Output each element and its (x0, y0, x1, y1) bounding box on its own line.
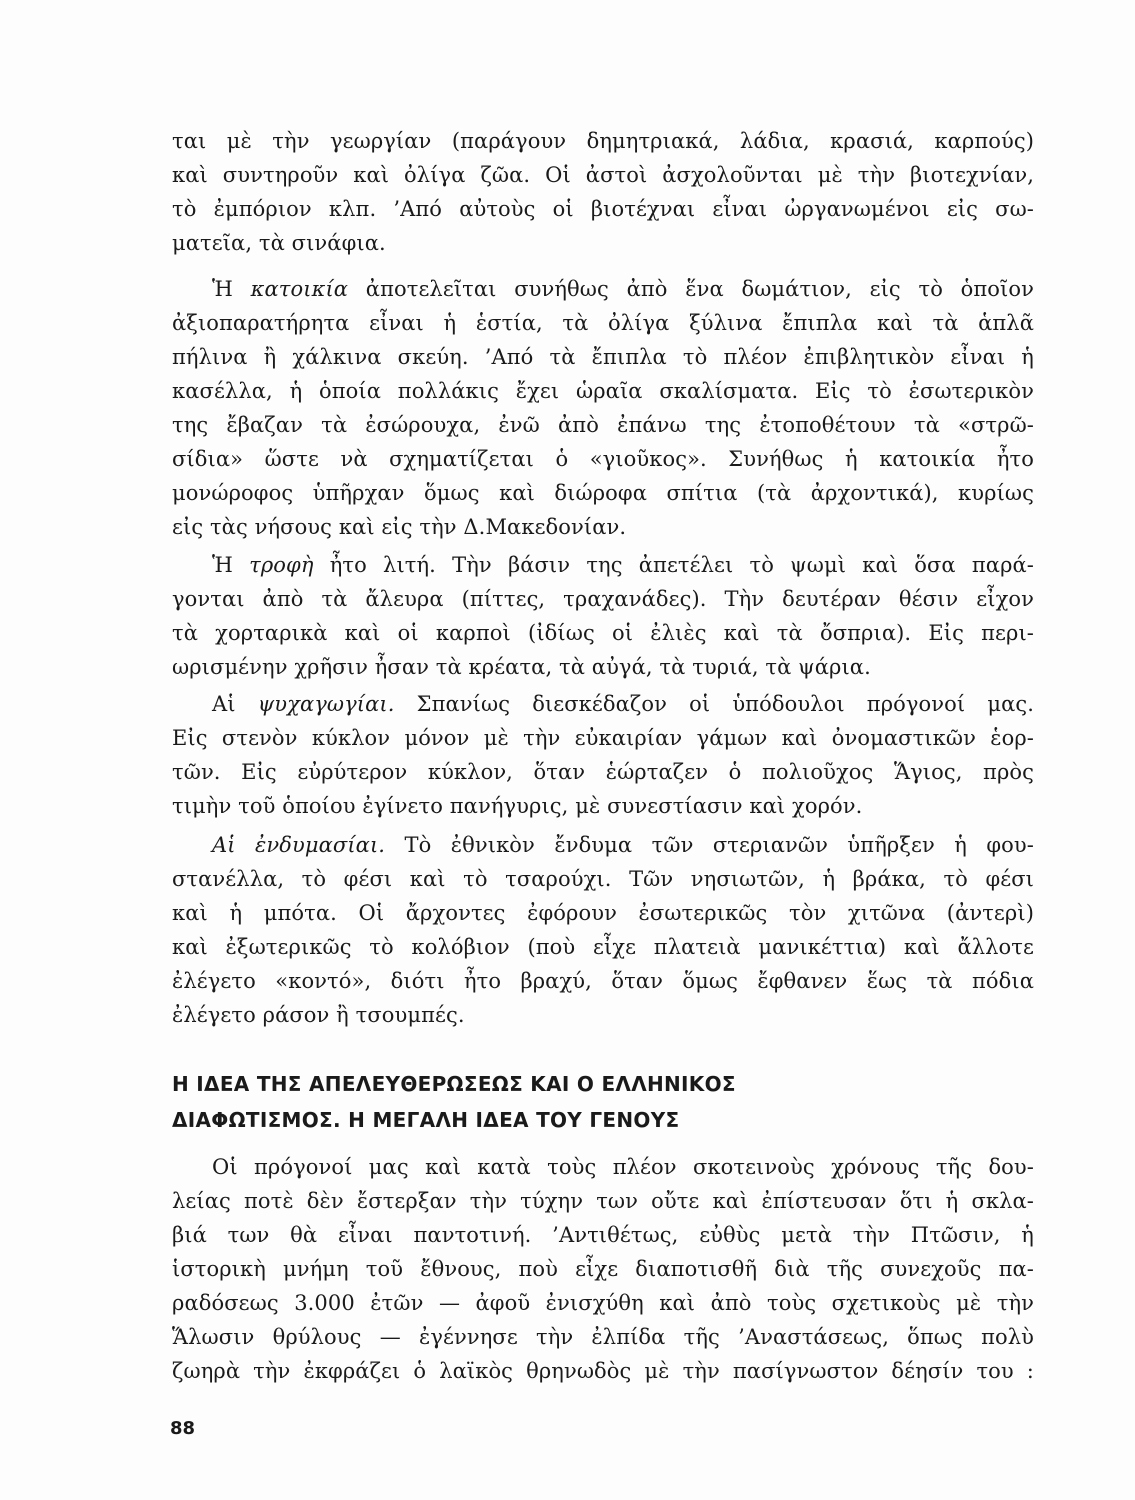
paragraph-katoikia (172, 272, 1034, 544)
text-line (172, 687, 1034, 721)
text-line: ραδόσεως 3.000 ἐτῶν — ἀφοῦ ἐνισχύθη καὶ ἀπὸ τοὺς σχετικοὺς μὲ τὴν (172, 1291, 1034, 1315)
paragraph-trofi (172, 548, 1034, 684)
paragraph-endymasiai (172, 828, 1034, 1032)
text-line: ματεῖα, τὰ σινάφια. (172, 231, 386, 255)
text-line: εἰς τὰς νήσους καὶ εἰς τὴν Δ.Μακεδονίαν. (172, 515, 627, 539)
text-line: Οἱ πρόγονοί μας καὶ κατὰ τοὺς πλέον σκοτεινοὺς χρόνους τῆς δου- (212, 1155, 1034, 1179)
text-line: βιά των θὰ εἶναι παντοτινή. ’Αντιθέτως, εὐθὺς μετὰ τὴν Πτῶσιν, ἡ (172, 1223, 1034, 1247)
text-line: ἀξιοπαρατήρητα εἶναι ἡ ἑστία, τὰ ὀλίγα ξύλινα ἔπιπλα καὶ τὰ ἁπλᾶ (172, 311, 1034, 335)
paragraph-psychagogiai (172, 687, 1034, 823)
text-line: πήλινα ἢ χάλκινα σκεύη. ’Από τὰ ἔπιπλα τὸ πλέον ἐπιβλητικὸν εἶναι ἡ (172, 345, 1034, 369)
text-line: τὸ ἐμπόριον κλπ. ’Από αὐτοὺς οἱ βιοτέχναι εἶναι ὠργανωμένοι εἰς σω- (172, 197, 1034, 221)
paragraph-lead: Αἱ (212, 692, 258, 716)
text-line: μονώροφος ὑπῆρχαν ὅμως καὶ διώροφα σπίτια (τὰ ἀρχοντικά), κυρίως (172, 481, 1034, 505)
text-line: καὶ συντηροῦν καὶ ὀλίγα ζῶα. Οἱ ἀστοὶ ἀσχολοῦνται μὲ τὴν βιοτεχνίαν, (172, 163, 1034, 187)
text-line (172, 828, 1034, 862)
paragraph-lead: Ἡ (212, 277, 251, 301)
heading-line: Η ΙΔΕΑ ΤΗΣ ΑΠΕΛΕΥΘΕΡΩΣΕΩΣ ΚΑΙ Ο ΕΛΛΗΝΙΚΟΣ (172, 1072, 736, 1096)
paragraph-first-rest: Σπανίως διεσκέδαζον οἱ ὑπόδουλοι πρόγονοί μας. (394, 692, 1034, 716)
page-number: 88 (170, 1418, 196, 1439)
text-line: τιμὴν τοῦ ὁποίου ἐγίνετο πανήγυρις, μὲ συνεστίασιν καὶ χορόν. (172, 794, 863, 818)
paragraph-liberation-idea (172, 1150, 1034, 1388)
text-line: τῶν. Εἰς εὐρύτερον κύκλον, ὅταν ἑώρταζεν ὁ πολιοῦχος Ἅγιος, πρὸς (172, 760, 1034, 784)
text-line: στανέλλα, τὸ φέσι καὶ τὸ τσαρούχι. Τῶν νησιωτῶν, ἡ βράκα, τὸ φέσι (172, 867, 1034, 891)
text-line: ἐλέγετο «κοντό», διότι ἦτο βραχύ, ὅταν ὅμως ἔφθανεν ἕως τὰ πόδια (172, 969, 1034, 993)
text-line: κασέλλα, ἡ ὁποία πολλάκις ἔχει ὡραῖα σκαλίσματα. Εἰς τὸ ἐσωτερικὸν (172, 379, 1034, 403)
text-line: ται μὲ τὴν γεωργίαν (παράγουν δημητριακά, λάδια, κρασιά, καρπούς) (172, 129, 1034, 153)
paragraph-first-rest: Τὸ ἐθνικὸν ἔνδυμα τῶν στεριανῶν ὑπῆρξεν ἡ φου- (385, 833, 1034, 857)
italic-term: κατοικία (250, 277, 349, 301)
paragraph-lead: Ἡ (212, 553, 250, 577)
text-line: καὶ ἡ μπότα. Οἱ ἄρχοντες ἐφόρουν ἐσωτερικῶς τὸν χιτῶνα (ἀντερὶ) (172, 901, 1034, 925)
text-line (172, 548, 1034, 582)
text-line: ἐλέγετο ράσον ἢ τσουμπές. (172, 1003, 465, 1027)
text-line: Ἅλωσιν θρύλους — ἐγέννησε τὴν ἐλπίδα τῆς ’Αναστάσεως, ὅπως πολὺ (172, 1325, 1034, 1349)
text-line: γονται ἀπὸ τὰ ἄλευρα (πίττες, τραχανάδες). Τὴν δευτέραν θέσιν εἶχον (172, 587, 1034, 611)
paragraph-occupations (172, 124, 1034, 260)
text-line: ζωηρὰ τὴν ἐκφράζει ὁ λαϊκὸς θρηνωδὸς μὲ τὴν πασίγνωστον δέησίν του : (172, 1359, 1034, 1383)
text-line: καὶ ἐξωτερικῶς τὸ κολόβιον (ποὺ εἶχε πλατειὰ μανικέττια) καὶ ἄλλοτε (172, 935, 1034, 959)
text-line: της ἔβαζαν τὰ ἐσώρουχα, ἐνῶ ἀπὸ ἐπάνω της ἐτοποθέτουν τὰ «στρῶ- (172, 413, 1034, 437)
italic-term: Αἱ ἐνδυμασίαι. (212, 833, 386, 857)
text-line: τὰ χορταρικὰ καὶ οἱ καρποὶ (ἰδίως οἱ ἐλιὲς καὶ τὰ ὄσπρια). Εἰς περι- (172, 621, 1034, 645)
text-line: Εἰς στενὸν κύκλον μόνον μὲ τὴν εὐκαιρίαν γάμων καὶ ὀνομαστικῶν ἑορ- (172, 726, 1034, 750)
italic-term: τροφὴ (249, 553, 314, 577)
text-line: σίδια» ὥστε νὰ σχηματίζεται ὁ «γιοῦκος». Συνήθως ἡ κατοικία ἦτο (172, 447, 1034, 471)
heading-line: ΔΙΑΦΩΤΙΣΜΟΣ. Η ΜΕΓΑΛΗ ΙΔΕΑ ΤΟΥ ΓΕΝΟΥΣ (172, 1108, 680, 1132)
text-line: ωρισμένην χρῆσιν ἦσαν τὰ κρέατα, τὰ αὐγά, τὰ τυριά, τὰ ψάρια. (172, 655, 871, 679)
paragraph-first-rest: ἦτο λιτή. Τὴν βάσιν της ἀπετέλει τὸ ψωμὶ καὶ ὅσα παρά- (313, 553, 1034, 577)
text-line (172, 272, 1034, 306)
paragraph-first-rest: ἀποτελεῖται συνήθως ἀπὸ ἕνα δωμάτιον, εἰς τὸ ὁποῖον (348, 277, 1034, 301)
section-heading (172, 1066, 1034, 1138)
italic-term: ψυχαγωγίαι. (257, 692, 395, 716)
text-line: λείας ποτὲ δὲν ἔστερξαν τὴν τύχην των οὔτε καὶ ἐπίστευσαν ὅτι ἡ σκλα- (172, 1189, 1034, 1213)
text-line: ἱστορικὴ μνήμη τοῦ ἔθνους, ποὺ εἶχε διαποτισθῆ διὰ τῆς συνεχοῦς πα- (172, 1257, 1034, 1281)
